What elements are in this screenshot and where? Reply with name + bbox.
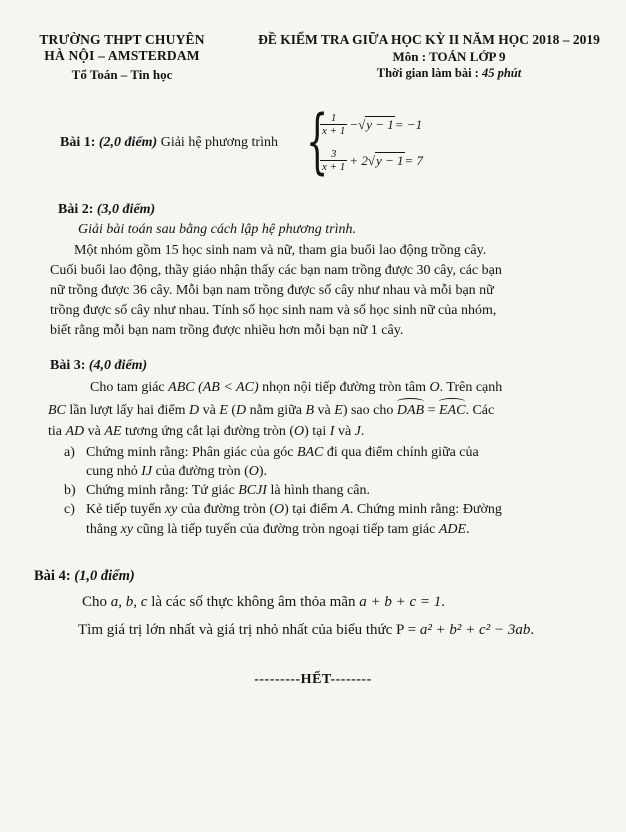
- part-a-line-2: cung nhỏ IJ của đường tròn (O).: [86, 464, 268, 479]
- school-header: [22, 32, 222, 83]
- part-a-label: a): [64, 445, 75, 460]
- bai3-para-line-2: BC lần lượt lấy hai điểm D và E (D nằm giữa B và E) sao cho DAB = EAC. Các: [48, 401, 618, 421]
- exam-header: [238, 32, 620, 82]
- department: Tổ Toán – Tin học: [71, 67, 173, 82]
- school-name-line1: TRƯỜNG THPT CHUYÊN: [39, 32, 205, 47]
- equation-1: $\frac{1}{x + 1}$ − √ y − 1 = −1: [322, 112, 423, 137]
- part-c-line-1: Kẻ tiếp tuyến xy của đường tròn (O) tại điểm A. Chứng minh rằng: Đường: [86, 502, 502, 517]
- part-c-label: c): [64, 502, 75, 517]
- brace-symbol: {: [306, 100, 329, 182]
- angle-eac: EAC: [439, 401, 465, 421]
- part-b-line-1: Chứng minh rằng: Tứ giác BCJI là hình thang cân.: [86, 483, 370, 498]
- part-c-line-2: thẳng xy cũng là tiếp tuyến của đường tròn ngoại tiếp tam giác ADE.: [86, 522, 470, 537]
- bai2-heading: Bài 2: (3,0 điểm): [58, 202, 156, 217]
- bai2-line-3: nữ trồng được 36 cây. Mỗi bạn nam trồng được số cây như nhau và mỗi bạn nữ: [50, 283, 494, 298]
- bai3-para-line-1: Cho tam giác ABC (AB < AC) nhọn nội tiếp đường tròn tâm O. Trên cạnh: [90, 380, 503, 395]
- exam-subject: Môn : TOÁN LỚP 9: [392, 49, 506, 64]
- end-marker: ---------HẾT--------: [254, 672, 372, 687]
- school-name-line2: HÀ NỘI – AMSTERDAM: [44, 48, 200, 63]
- bai2-line-1: Một nhóm gồm 15 học sinh nam và nữ, tham gia buổi lao động trồng cây.: [74, 243, 487, 258]
- exam-title: ĐỀ KIỂM TRA GIỮA HỌC KỲ II NĂM HỌC 2018 – 2019: [258, 32, 600, 47]
- bai1-prompt: Bài 1: (2,0 điểm) Giải hệ phương trình: [60, 135, 278, 150]
- equation-2: $\frac{3}{x + 1}$ + 2 √ y − 1 = 7: [322, 148, 424, 173]
- exam-time: Thời gian làm bài : 45 phút: [376, 66, 522, 80]
- bai4-heading: Bài 4: (1,0 điểm): [34, 568, 135, 584]
- bai2-line-5: biết rằng mỗi bạn nam trồng được nhiều hơn mỗi bạn nữ 1 cây.: [50, 323, 404, 338]
- bai4-line-1: Cho a, b, c là các số thực không âm thỏa mãn a + b + c = 1.: [82, 594, 446, 610]
- bai3-para-line-3: tia AD và AE tương ứng cắt lại đường tròn (O) tại I và J.: [48, 424, 365, 439]
- bai2-line-2: Cuối buổi lao động, thầy giáo nhận thấy các bạn nam trồng được 30 cây, các bạn: [50, 263, 502, 278]
- bai2-line-4: trồng được số cây như nhau. Tính số học sinh nam và số học sinh nữ của nhóm,: [50, 303, 497, 318]
- bai4-line-2: Tìm giá trị lớn nhất và giá trị nhỏ nhất của biểu thức P = a² + b² + c² − 3ab.: [78, 622, 535, 638]
- bai3-heading: Bài 3: (4,0 điểm): [50, 358, 148, 373]
- bai2-instruction: Giải bài toán sau bằng cách lập hệ phương trình.: [78, 222, 356, 237]
- part-b-label: b): [64, 483, 76, 498]
- angle-dab: DAB: [397, 401, 424, 421]
- equation-system: [306, 100, 446, 182]
- part-a-line-1: Chứng minh rằng: Phân giác của góc BAC đi qua điểm chính giữa của: [86, 445, 479, 460]
